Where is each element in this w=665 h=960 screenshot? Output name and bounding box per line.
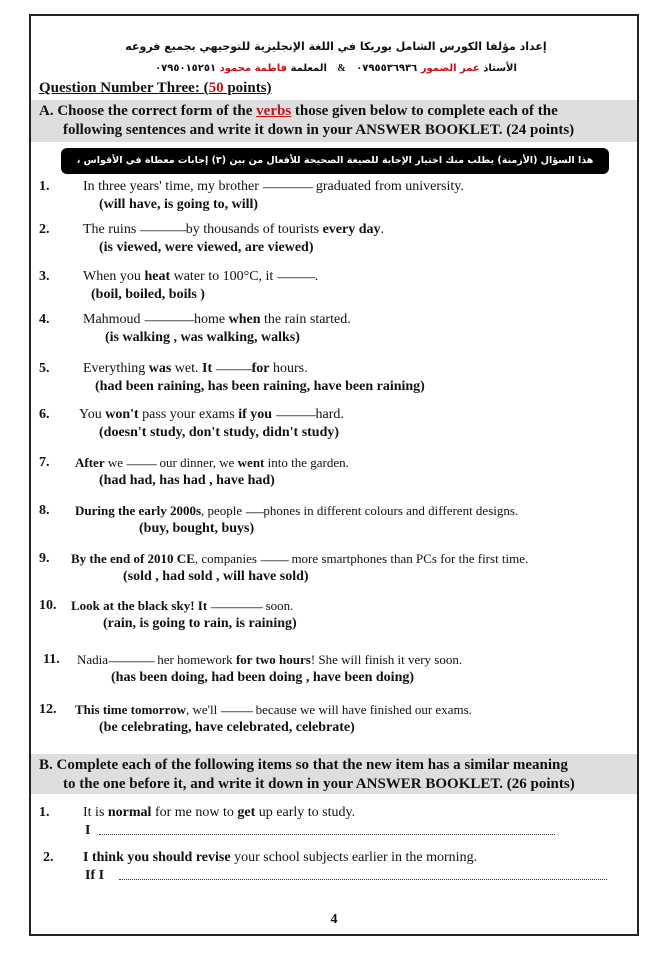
page-number: 4 xyxy=(330,912,338,927)
part-a-line2: following sentences and write it down in your ANSWER BOOKLET. (24 points) xyxy=(63,122,575,138)
sentence-text: wet. xyxy=(171,361,202,376)
bold-text: Look at the black sky! It xyxy=(71,598,208,613)
sentence-text: our dinner, we xyxy=(156,455,238,470)
a-text-end: those given below to complete each of the xyxy=(291,103,558,119)
item-number: 9. xyxy=(39,551,50,566)
sentence-text: . xyxy=(314,269,319,284)
bold-text: get xyxy=(237,805,256,820)
sentence-text: It is xyxy=(83,805,108,820)
ampersand: & xyxy=(337,63,346,74)
item-number: 10. xyxy=(39,598,57,613)
teacher2-name: فاطمة محمود xyxy=(219,63,288,74)
item-number: 6. xyxy=(39,407,50,422)
bold-text: for xyxy=(251,361,270,376)
sentence-text: soon. xyxy=(262,598,294,613)
item-options: (had had, has had , have had) xyxy=(99,473,275,488)
sentence-text: because we will have finished our exams. xyxy=(252,702,472,717)
teacher2-label: المعلمة xyxy=(290,63,327,74)
item-sentence xyxy=(71,597,293,616)
item-number: 2. xyxy=(43,850,54,865)
sentence-text: water to 100°C, it xyxy=(170,269,277,284)
item-sentence xyxy=(83,804,355,822)
sentence-text: Everything xyxy=(83,361,149,376)
sentence-text: her homework xyxy=(153,652,236,667)
verbs-word: verbs xyxy=(256,103,292,119)
bold-text: After xyxy=(75,455,105,470)
item-sentence xyxy=(83,311,351,329)
title-text: Question Number Three: ( xyxy=(39,80,209,96)
answer-blank: --------------- xyxy=(126,459,157,469)
sentence-text: your school subjects earlier in the morning. xyxy=(230,850,478,865)
item-options: (is walking , was walking, walks) xyxy=(105,330,300,345)
rewrite-start: I xyxy=(85,823,91,838)
bold-text: normal xyxy=(107,805,152,820)
answer-blank: ----------------------- xyxy=(108,656,154,666)
item-options: (sold , had sold , will have sold) xyxy=(123,569,309,584)
sentence-text: the rain started. xyxy=(260,312,351,327)
sentence-text: Mahmoud xyxy=(83,312,145,327)
answer-blank: ----------------------- xyxy=(139,225,186,235)
item-options: (boil, boiled, boils ) xyxy=(91,287,205,302)
bold-text: for two hours xyxy=(235,652,311,667)
answer-blank: --------- xyxy=(245,507,264,517)
title-points: 50 xyxy=(208,80,224,96)
part-b-instructions xyxy=(31,754,637,794)
item-sentence xyxy=(83,221,384,239)
sentence-text: graduated from university. xyxy=(312,179,464,194)
arabic-title: إعداد مؤلفا الكورس الشامل يوريكا في اللغة الإنجليزية للتوجيهي بجميع فروعه xyxy=(125,40,547,53)
answer-blank: -------------------------- xyxy=(210,602,263,612)
item-sentence xyxy=(71,550,528,569)
rewrite-start: If I xyxy=(85,868,105,883)
item-options: (will have, is going to, will) xyxy=(99,197,259,212)
sentence-text: hours. xyxy=(269,361,308,376)
answer-blank: ------------------- xyxy=(276,272,315,282)
answer-line xyxy=(119,879,607,880)
authors-line xyxy=(31,63,641,74)
item-sentence xyxy=(83,360,308,378)
bold-text: By the end of 2010 CE xyxy=(71,551,195,566)
bold-text: every day xyxy=(322,222,381,237)
sentence-text: pass your exams xyxy=(138,407,239,422)
bold-text: During the early 2000s xyxy=(75,503,202,518)
bold-text: went xyxy=(237,455,265,470)
item-number: 12. xyxy=(39,702,57,717)
sentence-text: ! She will finish it very soon. xyxy=(310,652,463,667)
page-frame xyxy=(29,14,639,936)
part-a-line1 xyxy=(39,102,558,120)
answer-blank: -------------------- xyxy=(275,410,316,420)
sentence-text: In three years' time, my brother xyxy=(83,179,263,194)
item-sentence xyxy=(75,701,472,720)
teacher1-label: الأستاذ xyxy=(483,63,517,74)
answer-blank: ---------------- xyxy=(220,706,253,716)
question-title xyxy=(39,80,272,97)
part-a-instructions xyxy=(31,100,637,142)
item-options: (be celebrating, have celebrated, celebrate) xyxy=(99,720,355,735)
item-sentence xyxy=(83,178,464,196)
sentence-text: more smartphones than PCs for the first time. xyxy=(288,551,529,566)
sentence-text: , companies xyxy=(194,551,261,566)
sentence-text: phones in different colours and different designs. xyxy=(263,503,519,518)
answer-line xyxy=(99,834,555,835)
teacher2-phone: ٠٧٩٥٠١٥٢٥١ xyxy=(155,63,217,74)
item-options: (rain, is going to rain, is raining) xyxy=(103,616,297,631)
teacher1-phone: ٠٧٩٥٥٣٦٩٣٦ xyxy=(356,63,418,74)
arabic-instruction-banner: هذا السؤال (الأزمنة) يطلب منك اختيار الإجابة للصيغة الصحيحة للأفعال من بين (٣) إجابات معطاة في الأقواس ، xyxy=(61,148,609,174)
item-sentence xyxy=(83,268,318,286)
sentence-text: , we'll xyxy=(185,702,221,717)
item-number: 11. xyxy=(43,652,60,667)
item-options: (had been raining, has been raining, have been raining) xyxy=(95,379,425,394)
item-number: 1. xyxy=(39,805,50,820)
part-b-line1: B. Complete each of the following items so that the new item has a similar meaning xyxy=(39,757,568,773)
sentence-text: we xyxy=(104,455,127,470)
item-sentence xyxy=(75,502,518,521)
sentence-text: You xyxy=(79,407,106,422)
item-sentence xyxy=(75,454,349,473)
answer-blank: ------------------------- xyxy=(144,315,194,325)
item-number: 7. xyxy=(39,455,50,470)
title-text-end: points) xyxy=(223,80,272,96)
item-sentence xyxy=(83,849,477,867)
bold-text: I think you should revise xyxy=(83,850,231,865)
sentence-text: for me now to xyxy=(151,805,238,820)
sentence-text: , people xyxy=(201,503,246,518)
item-options: (doesn't study, don't study, didn't study) xyxy=(99,425,340,440)
teacher1-name: عمر الضمور xyxy=(420,63,480,74)
bold-text: heat xyxy=(144,269,171,284)
bold-text: if you xyxy=(238,407,273,422)
a-text: A. Choose the correct form of the xyxy=(39,103,257,119)
item-options: (has been doing, had been doing , have been doing) xyxy=(111,670,415,685)
item-number: 2. xyxy=(39,222,50,237)
sentence-text: hard. xyxy=(315,407,344,422)
bold-text: It xyxy=(202,361,213,376)
bold-text: was xyxy=(148,361,172,376)
sentence-text: home xyxy=(194,312,229,327)
sentence-text: up early to study. xyxy=(255,805,356,820)
item-sentence xyxy=(79,406,344,424)
answer-blank: ------------------------- xyxy=(262,182,313,192)
item-sentence xyxy=(77,651,462,670)
sentence-text: Nadia xyxy=(77,652,109,667)
bold-text: won't xyxy=(105,407,139,422)
sentence-text: by thousands of tourists xyxy=(185,222,323,237)
item-number: 3. xyxy=(39,269,50,284)
sentence-text: . xyxy=(380,222,385,237)
item-number: 1. xyxy=(39,179,50,194)
item-options: (buy, bought, buys) xyxy=(139,521,255,536)
answer-blank: -------------- xyxy=(260,555,289,565)
sentence-text: When you xyxy=(83,269,145,284)
sentence-text: The ruins xyxy=(83,222,140,237)
answer-blank: ------------------ xyxy=(215,364,252,374)
bold-text: This time tomorrow xyxy=(75,702,186,717)
bold-text: when xyxy=(228,312,261,327)
sentence-text: into the garden. xyxy=(264,455,349,470)
part-b-line2: to the one before it, and write it down in your ANSWER BOOKLET. (26 points) xyxy=(63,776,575,792)
item-options: (is viewed, were viewed, are viewed) xyxy=(99,240,314,255)
item-number: 8. xyxy=(39,503,50,518)
item-number: 4. xyxy=(39,312,50,327)
item-number: 5. xyxy=(39,361,50,376)
